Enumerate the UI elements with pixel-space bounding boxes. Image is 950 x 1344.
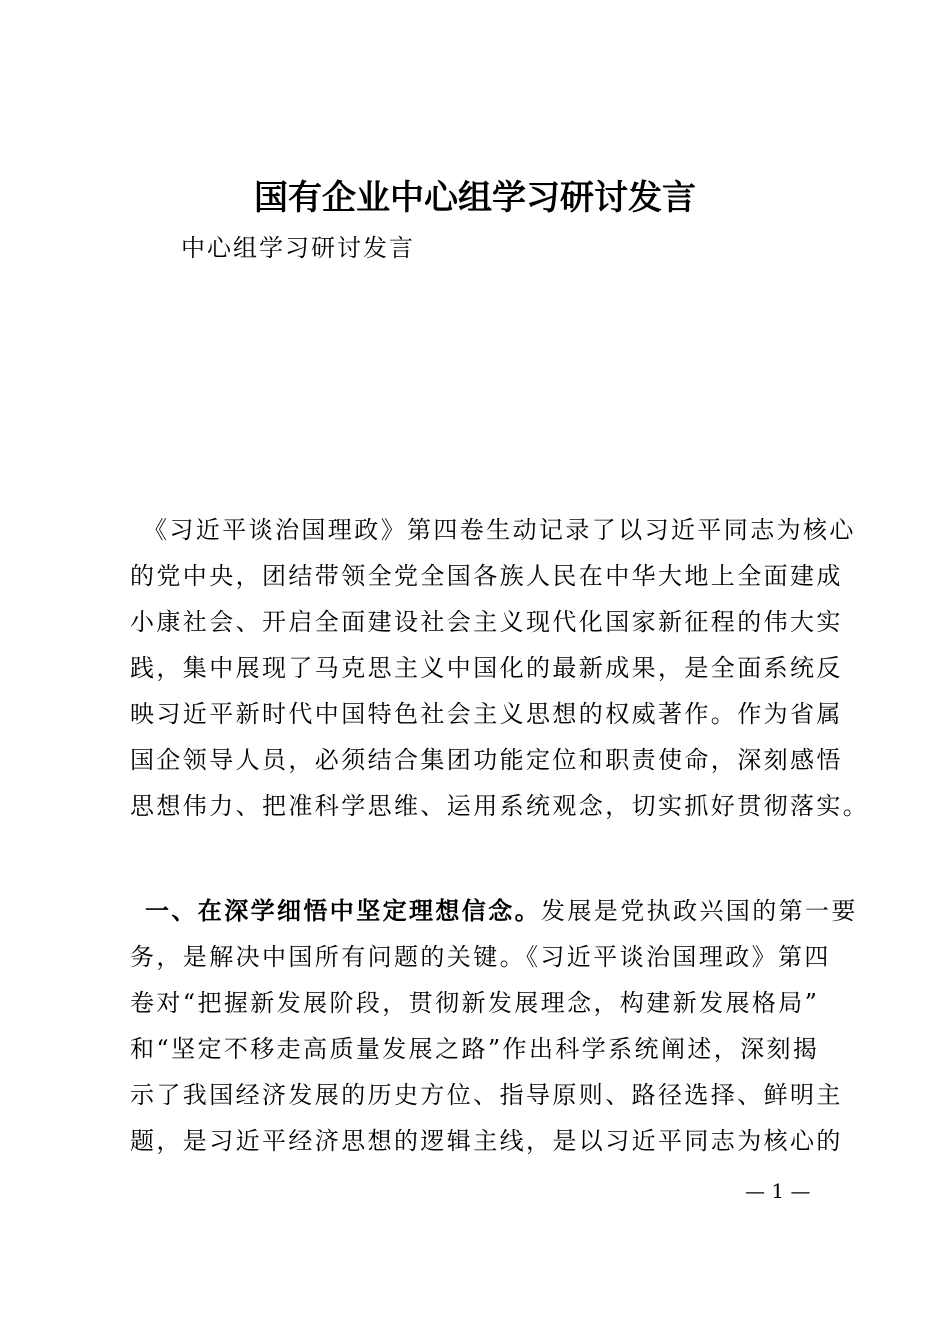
section-line: 题，是习近平经济思想的逻辑主线，是以习近平同志为核心的 [130,1127,843,1155]
section-line: 卷对“把握新发展阶段，贯彻新发展理念，构建新发展格局” [130,989,820,1017]
section-line: 示了我国经济发展的历史方位、指导原则、路径选择、鲜明主 [130,1081,843,1109]
paragraph-line: 小康社会、开启全面建设社会主义现代化国家新征程的伟大实 [130,608,843,636]
section-heading-line [145,893,865,929]
document-subtitle: 中心组学习研讨发言 [181,234,415,262]
paragraph-line: 践，集中展现了马克思主义中国化的最新成果，是全面系统反 [130,654,843,682]
paragraph-line: 的党中央，团结带领全党全国各族人民在中华大地上全面建成 [130,562,843,590]
section-heading: 一、在深学细悟中坚定理想信念。 [145,897,541,925]
paragraph-line: 国企领导人员，必须结合集团功能定位和职责使命，深刻感悟 [130,746,843,774]
section-heading-continuation: 发展是党执政兴国的第一要 [541,897,858,925]
document-title: 国有企业中心组学习研讨发言 [254,178,696,218]
section-line: 务，是解决中国所有问题的关键。《习近平谈治国理政》第四 [130,943,831,971]
page-number: — 1 — [745,1179,811,1203]
paragraph-line: 映习近平新时代中国特色社会主义思想的权威著作。作为省属 [130,700,843,728]
paragraph-line: 思想伟力、把准科学思维、运用系统观念，切实抓好贯彻落实。 [130,792,870,820]
section-line: 和“坚定不移走高质量发展之路”作出科学系统阐述，深刻揭 [130,1035,820,1063]
paragraph-line: 《习近平谈治国理政》第四卷生动记录了以习近平同志为核心 [143,516,856,544]
